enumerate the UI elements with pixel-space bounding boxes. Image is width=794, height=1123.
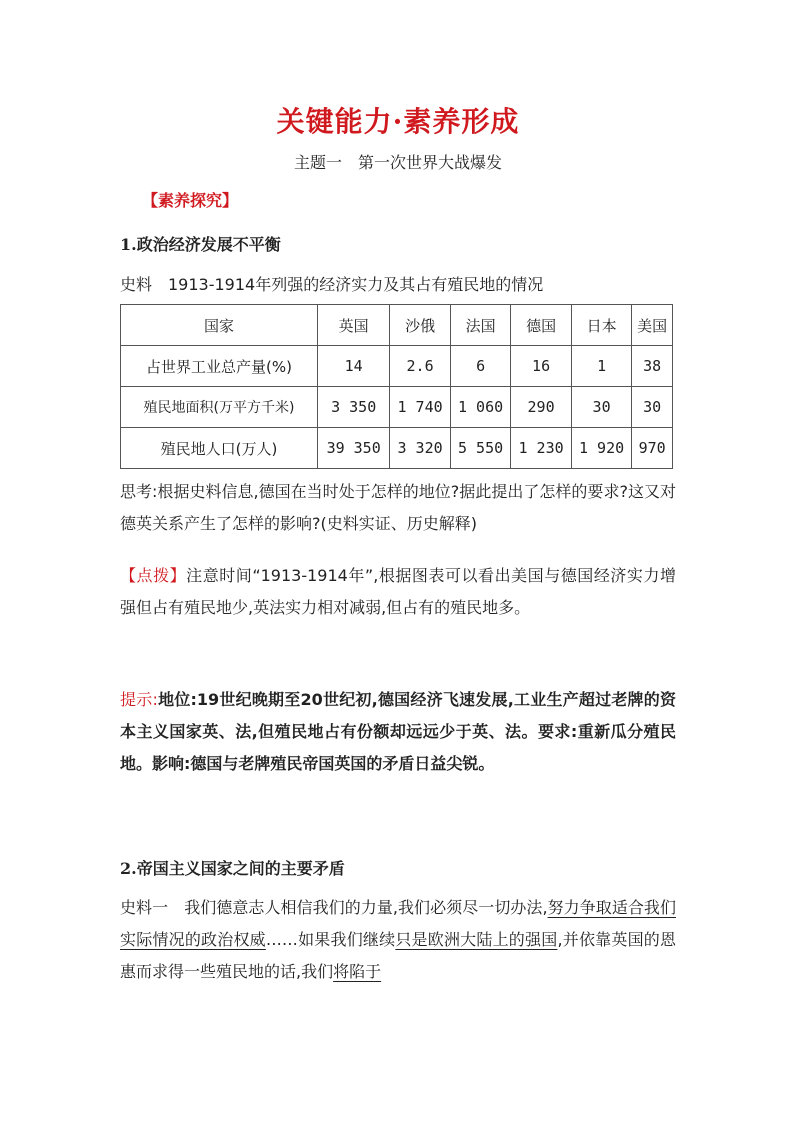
underlined-text: 只是欧洲大陆上的强国 xyxy=(395,930,558,949)
table-cell: 30 xyxy=(571,387,632,428)
source-text: 史料一 我们德意志人相信我们的力量,我们必须尽一切办法, xyxy=(120,898,548,917)
section-tag: 【素养探究】 xyxy=(142,191,239,210)
table-cell: 30 xyxy=(632,387,673,428)
row-label: 占世界工业总产量(%) xyxy=(121,346,318,387)
table-cell: 290 xyxy=(511,387,572,428)
table-header-cell: 国家 xyxy=(121,305,318,346)
row-label: 殖民地人口(万人) xyxy=(121,428,318,469)
hint-paragraph xyxy=(120,560,676,624)
think-paragraph: 思考:根据史料信息,德国在当时处于怎样的地位?据此提出了怎样的要求?这又对德英关系产生了怎样的影响?(史料实证、历史解释) xyxy=(120,482,676,533)
tip-tag: 提示: xyxy=(120,690,158,709)
table-cell: 1 xyxy=(571,346,632,387)
heading-2: 2.帝国主义国家之间的主要矛盾 xyxy=(120,859,345,878)
table-cell: 2.6 xyxy=(390,346,451,387)
table-cell: 39 350 xyxy=(318,428,390,469)
table-cell: 1 920 xyxy=(571,428,632,469)
table-header-row xyxy=(121,305,673,346)
table-cell: 6 xyxy=(450,346,511,387)
table-cell: 1 740 xyxy=(390,387,451,428)
table-cell: 38 xyxy=(632,346,673,387)
table-cell: 3 320 xyxy=(390,428,451,469)
tip-text: 地位:19世纪晚期至20世纪初,德国经济飞速发展,工业生产超过老牌的资本主义国家英、法,但殖民地占有份额却远远少于英、法。要求:重新瓜分殖民地。影响:德国与老牌殖民帝国英国的矛盾日益尖锐。 xyxy=(120,690,676,773)
row-label: 殖民地面积(万平方千米) xyxy=(121,387,318,428)
underlined-text: 将陷于 xyxy=(333,962,382,981)
table-row xyxy=(121,387,673,428)
hint-text: 注意时间“1913-1914年”,根据图表可以看出美国与德国经济实力增强但占有殖民地少,英法实力相对减弱,但占有的殖民地多。 xyxy=(120,566,676,617)
table-cell: 5 550 xyxy=(450,428,511,469)
table-cell: 3 350 xyxy=(318,387,390,428)
source-caption: 史料 1913-1914年列强的经济实力及其占有殖民地的情况 xyxy=(120,275,544,294)
underlined-text: 努力争取适合我们实际情况的政治权威 xyxy=(120,898,676,949)
source-text: ,并依靠英国的恩惠而求得一些殖民地的话,我们 xyxy=(120,930,676,981)
table-header-cell: 沙俄 xyxy=(390,305,451,346)
table-header-cell: 法国 xyxy=(450,305,511,346)
table-cell: 970 xyxy=(632,428,673,469)
table-header-cell: 日本 xyxy=(571,305,632,346)
table-row xyxy=(121,428,673,469)
heading-1: 1.政治经济发展不平衡 xyxy=(120,235,281,254)
table-header-cell: 美国 xyxy=(632,305,673,346)
table-header-cell: 英国 xyxy=(318,305,390,346)
table-cell: 1 060 xyxy=(450,387,511,428)
page-subtitle: 主题一 第一次世界大战爆发 xyxy=(293,153,502,172)
table-cell: 16 xyxy=(511,346,572,387)
hint-tag: 【点拨】 xyxy=(120,566,187,585)
data-table xyxy=(120,304,673,469)
table-cell: 14 xyxy=(318,346,390,387)
tip-paragraph xyxy=(120,684,676,780)
table-row xyxy=(121,346,673,387)
source-text: ……如果我们继续 xyxy=(265,930,396,949)
table-header-cell: 德国 xyxy=(511,305,572,346)
page-title: 关键能力·素养形成 xyxy=(276,105,520,138)
source-paragraph xyxy=(120,892,676,988)
table-cell: 1 230 xyxy=(511,428,572,469)
